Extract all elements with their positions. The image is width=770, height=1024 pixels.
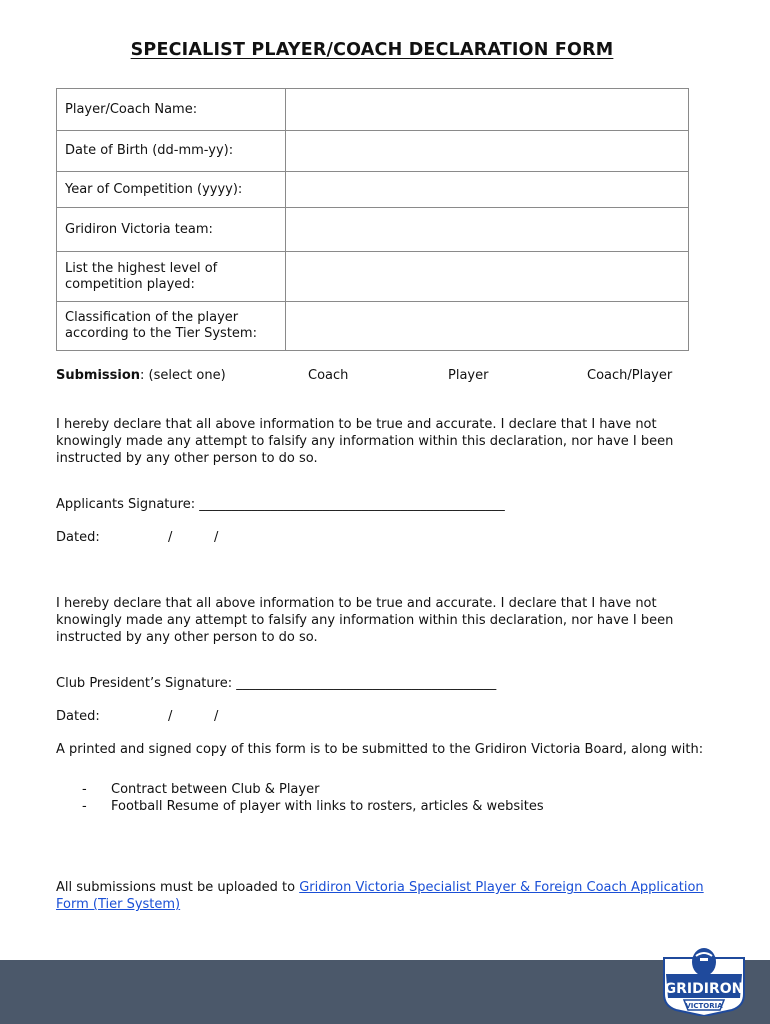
table-row xyxy=(57,208,689,252)
applicant-signature-label: Applicants Signature: xyxy=(56,497,200,512)
applicant-signature-line[interactable]: _______________________________________________ xyxy=(199,497,505,512)
logo-word: GRIDIRON xyxy=(664,981,744,997)
president-signature[interactable] xyxy=(56,676,496,691)
form-title: SPECIALIST PLAYER/COACH DECLARATION FORM xyxy=(130,40,614,60)
table-row xyxy=(57,172,689,208)
year-label: Year of Competition (yyyy): xyxy=(57,172,286,208)
classification-field[interactable] xyxy=(286,302,689,351)
list-item: - Contract between Club & Player xyxy=(82,781,544,798)
president-signature-label: Club President’s Signature: xyxy=(56,676,237,691)
submission-hint: : (select one) xyxy=(140,368,226,383)
gridiron-victoria-logo xyxy=(660,944,748,1016)
table-row xyxy=(57,252,689,302)
attachments-list xyxy=(82,781,544,815)
applicant-dated-label: Dated: xyxy=(56,530,100,545)
details-table xyxy=(56,88,689,351)
logo-subword: VICTORIA xyxy=(685,1002,723,1010)
option-coach-player[interactable]: Coach/Player xyxy=(587,368,673,383)
option-player[interactable]: Player xyxy=(448,368,489,383)
table-row xyxy=(57,131,689,172)
team-field[interactable] xyxy=(286,208,689,252)
upload-prefix: All submissions must be uploaded to xyxy=(56,880,300,895)
dob-field[interactable] xyxy=(286,131,689,172)
level-label: List the highest level of competition played: xyxy=(57,252,286,302)
applicant-declaration: I hereby declare that all above information to be true and accurate. I declare that I have not knowingly made any attempt to falsify any information within this declaration, nor have I been instructed by any other person to do so. xyxy=(56,417,674,466)
classification-label: Classification of the player according to the Tier System: xyxy=(57,302,286,351)
submission-heading: Submission xyxy=(56,368,141,383)
application-form-link[interactable]: Gridiron Victoria Specialist Player & Foreign Coach Application Form (Tier System) xyxy=(56,880,704,912)
team-label: Gridiron Victoria team: xyxy=(57,208,286,252)
president-declaration: I hereby declare that all above information to be true and accurate. I declare that I have not knowingly made any attempt to falsify any information within this declaration, nor have I been instructed by any other person to do so. xyxy=(56,596,674,645)
table-row xyxy=(57,89,689,131)
footer-bar xyxy=(0,960,770,1024)
date-separator: / xyxy=(168,709,173,724)
president-signature-line[interactable]: ________________________________________ xyxy=(236,676,497,691)
table-row xyxy=(57,302,689,351)
upload-instructions xyxy=(56,879,726,913)
year-field[interactable] xyxy=(286,172,689,208)
date-separator: / xyxy=(214,530,219,545)
option-coach[interactable]: Coach xyxy=(308,368,349,383)
applicant-dated xyxy=(56,530,100,545)
submission-instructions: A printed and signed copy of this form is to be submitted to the Gridiron Victoria Board, along with: xyxy=(56,742,704,757)
submission-label xyxy=(56,368,226,383)
dob-label: Date of Birth (dd-mm-yy): xyxy=(57,131,286,172)
president-dated xyxy=(56,709,100,724)
list-item: - Football Resume of player with links to rosters, articles & websites xyxy=(82,798,544,815)
date-separator: / xyxy=(214,709,219,724)
date-separator: / xyxy=(168,530,173,545)
applicant-signature[interactable] xyxy=(56,497,505,512)
level-field[interactable] xyxy=(286,252,689,302)
name-field[interactable] xyxy=(286,89,689,131)
president-dated-label: Dated: xyxy=(56,709,100,724)
name-label: Player/Coach Name: xyxy=(57,89,286,131)
